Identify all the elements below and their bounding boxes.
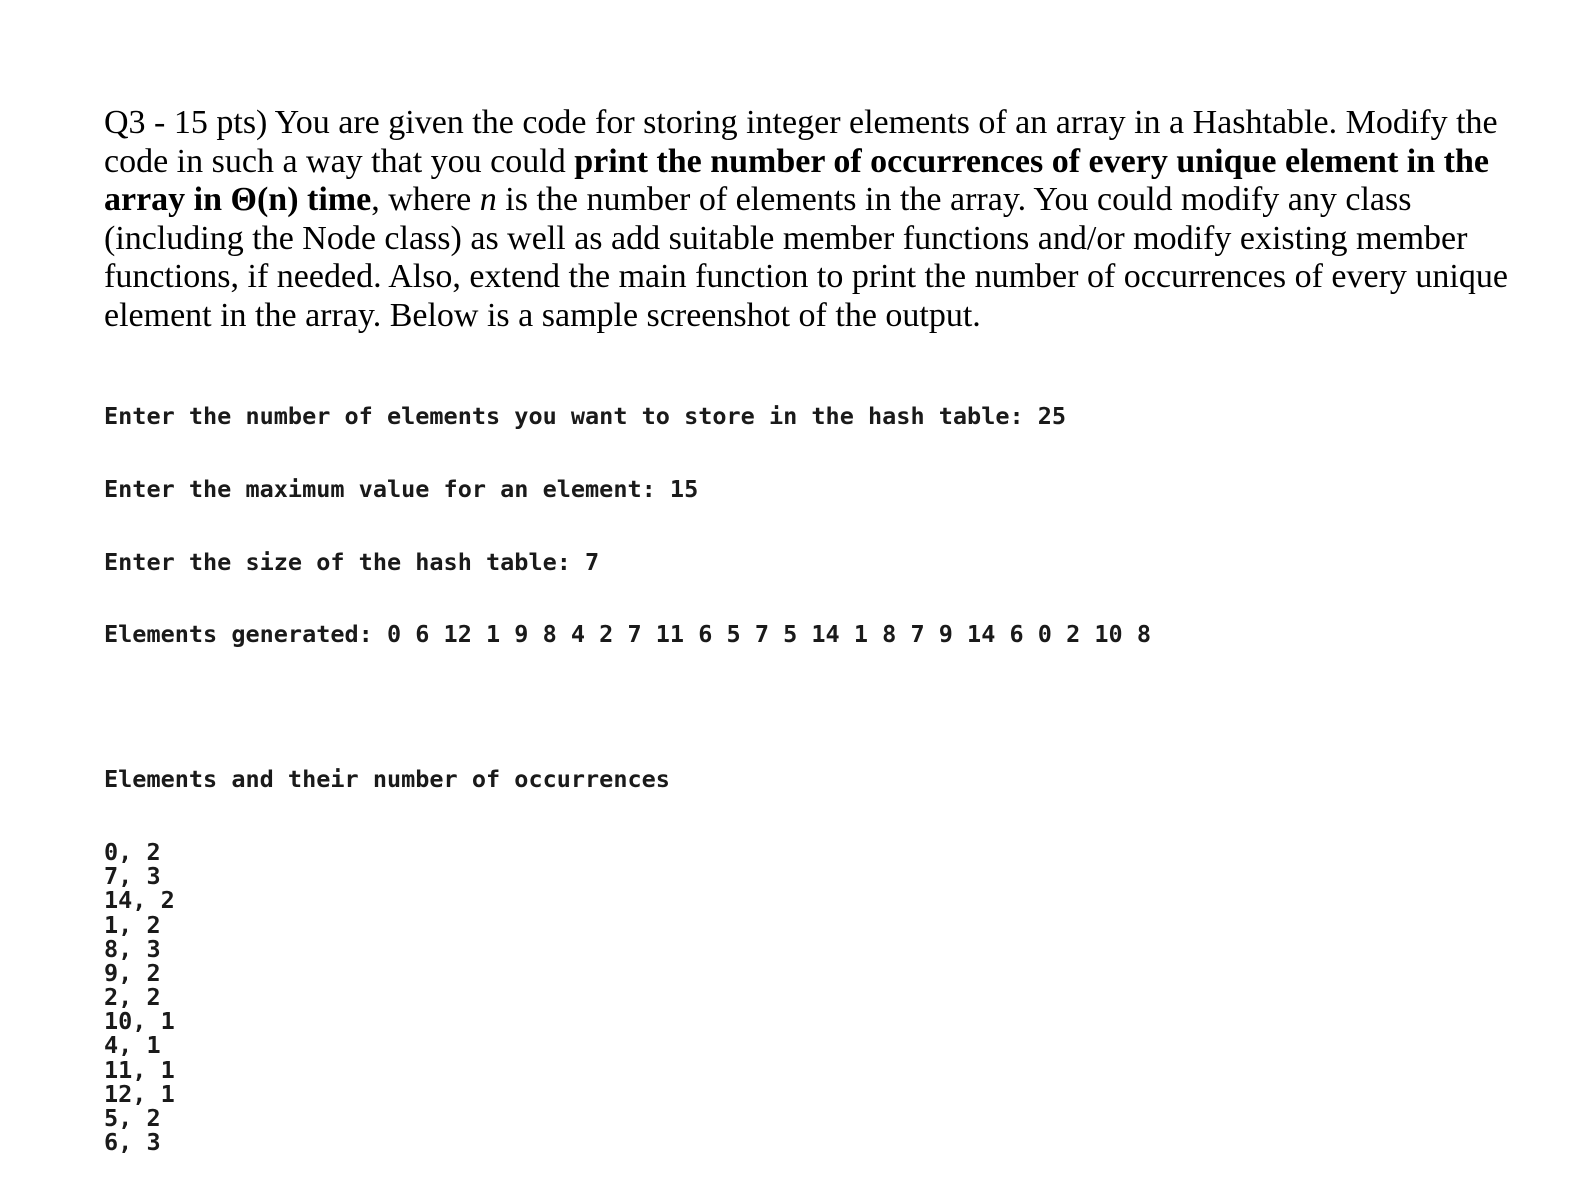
occurrence-row: 7, 3 (104, 862, 161, 891)
question-line-3-bold: array in Θ(n) time (104, 181, 372, 219)
occurrence-row: 4, 1 (104, 1031, 161, 1060)
occurrence-row: 5, 2 (104, 1104, 161, 1133)
question-line-1: Q3 - 15 pts) You are given the code for storing integer elements of an array in a Hashtable. Modify the (104, 104, 1498, 141)
occurrence-row: 12, 1 (104, 1079, 175, 1108)
occurrence-row: 9, 2 (104, 958, 161, 987)
question-line-2 (104, 143, 1534, 182)
console-prompt-num-elements: Enter the number of elements you want to store in the hash table: 25 (104, 402, 1067, 431)
occurrence-row: 1, 2 (104, 910, 161, 939)
question-line-3 (104, 181, 1534, 220)
occurrences-list (104, 837, 1151, 1157)
occurrence-row: 8, 3 (104, 934, 161, 963)
occurrence-row: 14, 2 (104, 886, 175, 915)
console-occurrences-header: Elements and their number of occurrences (104, 765, 670, 794)
console-prompt-max-value: Enter the maximum value for an element: 15 (104, 475, 699, 503)
question-line-6: element in the array. Below is a sample screenshot of the output. (104, 296, 981, 334)
question-text (104, 104, 1534, 336)
question-line-2-bold: print the number of occurrences of every unique element in the (574, 142, 1489, 180)
question-line-4: (including the Node class) as well as add suitable member functions and/or modify existing member (104, 219, 1468, 257)
occurrence-row: 6, 3 (104, 1128, 161, 1157)
question-line-2-plain: code in such a way that you could (104, 142, 575, 180)
question-line-5: functions, if needed. Also, extend the main function to print the number of occurrences of every unique (104, 258, 1508, 296)
question-line-3-plain-b: is the number of elements in the array. You could modify any class (496, 181, 1412, 219)
occurrence-row: 10, 1 (104, 1007, 175, 1036)
occurrence-row: 0, 2 (104, 837, 161, 866)
console-elements-generated: Elements generated: 0 6 12 1 9 8 4 2 7 11 6 5 7 5 14 1 8 7 9 14 6 0 2 10 8 (104, 620, 1151, 649)
console-blank-line (104, 695, 1151, 719)
occurrence-row: 11, 1 (104, 1055, 175, 1084)
console-prompt-table-size: Enter the size of the hash table: 7 (104, 547, 600, 576)
question-line-3-italic: n (479, 181, 497, 219)
console-output-screenshot (104, 356, 1151, 1179)
question-line-3-plain-a: , where (371, 181, 480, 219)
occurrence-row: 2, 2 (104, 983, 161, 1012)
